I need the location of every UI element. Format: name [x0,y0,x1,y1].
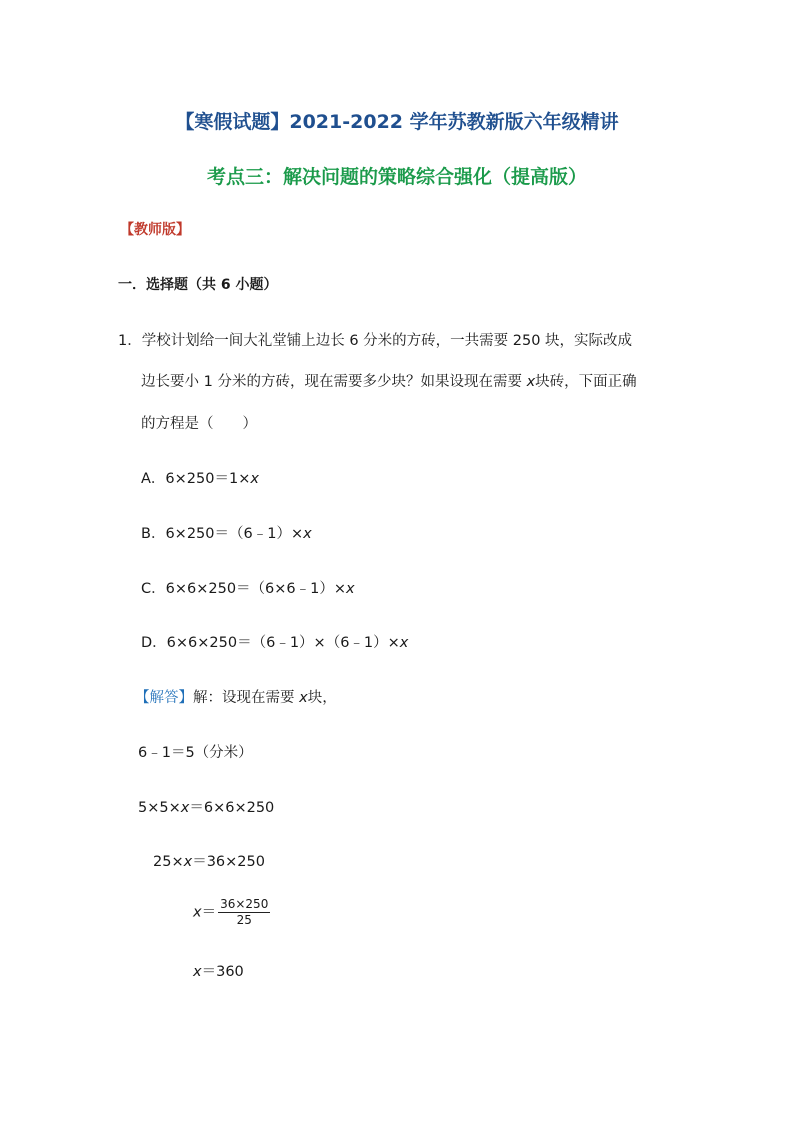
option-c-text: C．6×6×250＝（6×6﹣1）× [141,581,347,597]
variable-x: x [299,690,308,706]
option-a-text: A．6×250＝1× [141,471,251,487]
variable-x: x [303,526,312,542]
solution-step-1: 6﹣1＝5（分米） [138,745,253,761]
fraction-denominator: 25 [236,913,252,927]
step-2-left: 5×5× [138,800,181,816]
variable-x: x [399,635,409,651]
document-subtitle: 考点三：解决问题的策略综合强化（提高版） [206,166,587,188]
question-line-3: 的方程是（ ） [141,416,257,432]
answer-intro [135,686,337,707]
solution-step-4 [193,897,270,928]
question-line-2-text: 边长要小 1 分米的方砖，现在需要多少块？如果设现在需要 [141,374,527,390]
variable-x: x [526,374,536,390]
fraction-numerator: 36×250 [220,897,269,911]
answer-intro-text: 解：设现在需要 [193,690,300,706]
equals-sign: ＝ [201,904,217,921]
variable-x: x [183,854,193,870]
question-line-2 [141,370,637,391]
option-b [141,522,312,543]
step-2-right: ＝6×6×250 [189,800,275,816]
variable-x: x [180,800,190,816]
fraction [218,897,270,928]
variable-x: x [193,964,202,980]
variable-x: x [250,471,259,487]
step-3-right: ＝36×250 [192,854,265,870]
document-title: 【寒假试题】2021-2022 学年苏教新版六年级精讲 [175,111,619,133]
question-line-2-text-end: 块砖，下面正确 [535,374,637,390]
solution-step-5 [193,960,244,981]
option-d-text: D．6×6×250＝（6﹣1）×（6﹣1）× [141,635,400,651]
answer-tag: 【解答】 [135,690,193,706]
solution-step-2 [138,796,274,817]
step-5-right: ＝360 [201,964,244,980]
variable-x: x [346,581,355,597]
variable-x: x [193,904,202,921]
section-heading: 一．选择题（共 6 小题） [118,277,278,293]
option-c [141,577,355,598]
option-a [141,467,259,488]
solution-step-3 [153,850,265,871]
answer-intro-text-end: 块， [307,690,337,706]
question-line-1: 1．学校计划给一间大礼堂铺上边长 6 分米的方砖，一共需要 250 块，实际改成 [118,333,633,349]
option-d [141,631,408,652]
option-b-text: B．6×250＝（6﹣1）× [141,526,304,542]
edition-label: 【教师版】 [120,222,190,238]
step-3-left: 25× [153,854,184,870]
